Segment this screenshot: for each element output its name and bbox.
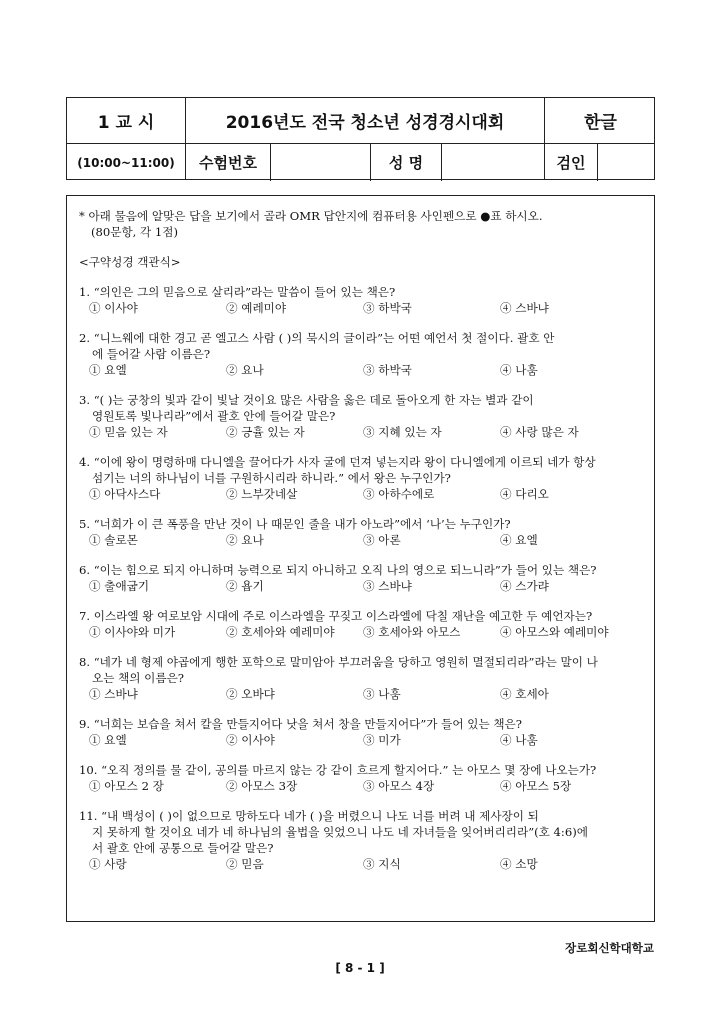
- answer-option: ④ 나훔: [500, 733, 538, 747]
- question-text: 6. “이는 힘으로 되지 아니하며 능력으로 되지 아니하고 오직 나의 영으로 되느니라”가 들어 있는 책은?: [79, 563, 597, 577]
- header-divider: [185, 98, 186, 179]
- question-text: 섬기는 너의 하나님이 너를 구원하시리라 하니라.” 에서 왕은 누구인가?: [92, 471, 451, 485]
- exam-header-table: [66, 97, 655, 180]
- question-item: [79, 392, 649, 440]
- question-item: [79, 762, 649, 794]
- question-item: [79, 716, 649, 748]
- answer-option: ③ 나훔: [363, 687, 401, 701]
- answer-option: ② 요나: [226, 533, 264, 547]
- answer-option: ③ 지식: [363, 857, 401, 871]
- header-divider: [597, 144, 598, 181]
- answer-option: ② 오바댜: [226, 687, 275, 701]
- header-divider: [270, 144, 271, 181]
- answer-option: ② 이사야: [226, 733, 275, 747]
- question-text: 3. “( )는 궁창의 빛과 같이 빛날 것이요 많은 사람을 옳은 데로 돌아오게 한 자는 별과 같이: [79, 393, 534, 407]
- question-item: [79, 654, 649, 702]
- question-item: [79, 808, 649, 872]
- answer-options: [89, 424, 649, 440]
- answer-option: ④ 아모스 5장: [500, 779, 572, 793]
- answer-option: ① 이사야와 미가: [89, 625, 176, 639]
- answer-options: [89, 732, 649, 748]
- question-list: [79, 284, 649, 872]
- answer-option: ① 아닥사스다: [89, 487, 161, 501]
- answer-option: ② 욥기: [226, 579, 264, 593]
- exam-time: (10:00~11:00): [77, 155, 175, 170]
- question-text: 7. 이스라엘 왕 여로보암 시대에 주로 이스라엘을 꾸짖고 이스라엘에 닥칠 재난을 예고한 두 예언자는?: [79, 609, 593, 623]
- page-number: [ 8 - 1 ]: [335, 961, 385, 975]
- answer-options: [89, 578, 649, 594]
- answer-option: ① 요엘: [89, 363, 127, 377]
- instruction-line: * 아래 물음에 알맞은 답을 보기에서 골라 OMR 답안지에 컴퓨터용 사인펜으로 ●표 하시오.: [79, 209, 543, 223]
- exam-number-label: 수험번호: [199, 154, 257, 172]
- header-divider: [370, 144, 371, 181]
- answer-option: ② 호세아와 예레미야: [226, 625, 335, 639]
- question-item: [79, 516, 649, 548]
- answer-option: ③ 미가: [363, 733, 401, 747]
- answer-option: ③ 아론: [363, 533, 401, 547]
- answer-option: ④ 나훔: [500, 363, 538, 377]
- question-text: 에 들어갈 사람 이름은?: [92, 347, 211, 361]
- answer-option: ③ 하박국: [363, 301, 412, 315]
- answer-option: ④ 다리오: [500, 487, 549, 501]
- answer-option: ① 이사야: [89, 301, 138, 315]
- question-text: 서 괄호 안에 공통으로 들어갈 말은?: [92, 841, 274, 855]
- answer-option: ① 스바냐: [89, 687, 138, 701]
- answer-options: [89, 624, 649, 640]
- answer-option: ④ 요엘: [500, 533, 538, 547]
- question-item: [79, 330, 649, 378]
- question-item: [79, 284, 649, 316]
- instruction-line: (80문항, 각 1점): [91, 225, 179, 239]
- question-text: 9. “너희는 보습을 쳐서 칼을 만들지어다 낫을 쳐서 창을 만들지어다”가 들어 있는 책은?: [79, 717, 522, 731]
- answer-option: ② 예레미야: [226, 301, 287, 315]
- answer-option: ② 긍휼 있는 자: [226, 425, 305, 439]
- answer-option: ③ 스바냐: [363, 579, 412, 593]
- check-field: [598, 144, 656, 181]
- question-text: 5. “너희가 이 큰 폭풍을 만난 것이 나 때문인 줄을 내가 아노라”에서 ‘나’는 누구인가?: [79, 517, 511, 531]
- exam-number-field[interactable]: [271, 144, 370, 181]
- question-text: 11. “내 백성이 ( )이 없으므로 망하도다 네가 ( )을 버렸으니 나도 너를 버려 내 제사장이 되: [79, 809, 539, 823]
- name-label: 성 명: [388, 154, 424, 172]
- answer-option: ② 요나: [226, 363, 264, 377]
- answer-option: ④ 소망: [500, 857, 538, 871]
- question-text: 4. “이에 왕이 명령하매 다니엘을 끌어다가 사자 굴에 던져 넣는지라 왕이 다니엘에게 이르되 네가 항상: [79, 455, 596, 469]
- answer-option: ① 출애굽기: [89, 579, 150, 593]
- answer-option: ④ 아모스와 예레미야: [500, 625, 609, 639]
- answer-option: ③ 아모스 4장: [363, 779, 435, 793]
- question-text: 오는 책의 이름은?: [92, 671, 184, 685]
- answer-option: ② 느부갓네살: [226, 487, 298, 501]
- answer-option: ③ 지혜 있는 자: [363, 425, 442, 439]
- answer-options: [89, 778, 649, 794]
- answer-option: ① 사랑: [89, 857, 127, 871]
- answer-options: [89, 686, 649, 702]
- question-item: [79, 454, 649, 502]
- answer-options: [89, 532, 649, 548]
- question-content: [79, 208, 649, 872]
- header-divider: [441, 144, 442, 181]
- question-text: 지 못하게 할 것이요 네가 네 하나님의 율법을 잊었으니 나도 네 자녀들을 잊어버리리라”(호 4:6)에: [92, 825, 588, 839]
- question-text: 영원토록 빛나리라”에서 괄호 안에 들어갈 말은?: [92, 409, 336, 423]
- answer-options: [89, 362, 649, 378]
- question-text: 8. “네가 네 형제 야곱에게 행한 포학으로 말미암아 부끄러움을 당하고 영원히 멸절되리라”라는 말이 나: [79, 655, 598, 669]
- answer-option: ④ 스바냐: [500, 301, 549, 315]
- answer-option: ① 솔로몬: [89, 533, 138, 547]
- answer-options: [89, 856, 649, 872]
- answer-option: ① 요엘: [89, 733, 127, 747]
- language-label: 한글: [584, 113, 617, 133]
- answer-option: ④ 스가랴: [500, 579, 549, 593]
- question-text: 10. “오직 정의를 물 같이, 공의를 마르지 않는 강 같이 흐르게 할지어다.” 는 아모스 몇 장에 나오는가?: [79, 763, 597, 777]
- answer-option: ③ 호세아와 아모스: [363, 625, 461, 639]
- name-field[interactable]: [442, 144, 544, 181]
- answer-option: ④ 사랑 많은 자: [500, 425, 579, 439]
- answer-option: ② 믿음: [226, 857, 264, 871]
- answer-option: ① 아모스 2 장: [89, 779, 164, 793]
- exam-title: 2016년도 전국 청소년 성경경시대회: [225, 113, 505, 133]
- answer-options: [89, 486, 649, 502]
- answer-options: [89, 300, 649, 316]
- question-item: [79, 562, 649, 594]
- question-text: 1. “의인은 그의 믿음으로 살리라”라는 말씀이 들어 있는 책은?: [79, 285, 396, 299]
- answer-option: ① 믿음 있는 자: [89, 425, 168, 439]
- question-item: [79, 608, 649, 640]
- answer-option: ③ 하박국: [363, 363, 412, 377]
- header-divider: [544, 98, 545, 179]
- question-box: [66, 195, 655, 922]
- check-label: 검인: [556, 154, 586, 172]
- question-text: 2. “니느웨에 대한 경고 곧 엘고스 사람 ( )의 묵시의 글이라”는 어떤 예언서 첫 절이다. 괄호 안: [79, 331, 555, 345]
- header-divider: [67, 143, 654, 144]
- school-name: 장로회신학대학교: [565, 941, 654, 955]
- answer-option: ③ 아하수에로: [363, 487, 435, 501]
- answer-option: ④ 호세아: [500, 687, 549, 701]
- answer-option: ② 아모스 3장: [226, 779, 298, 793]
- section-title: <구약성경 객관식>: [79, 255, 181, 269]
- period-label: 1 교 시: [97, 113, 155, 133]
